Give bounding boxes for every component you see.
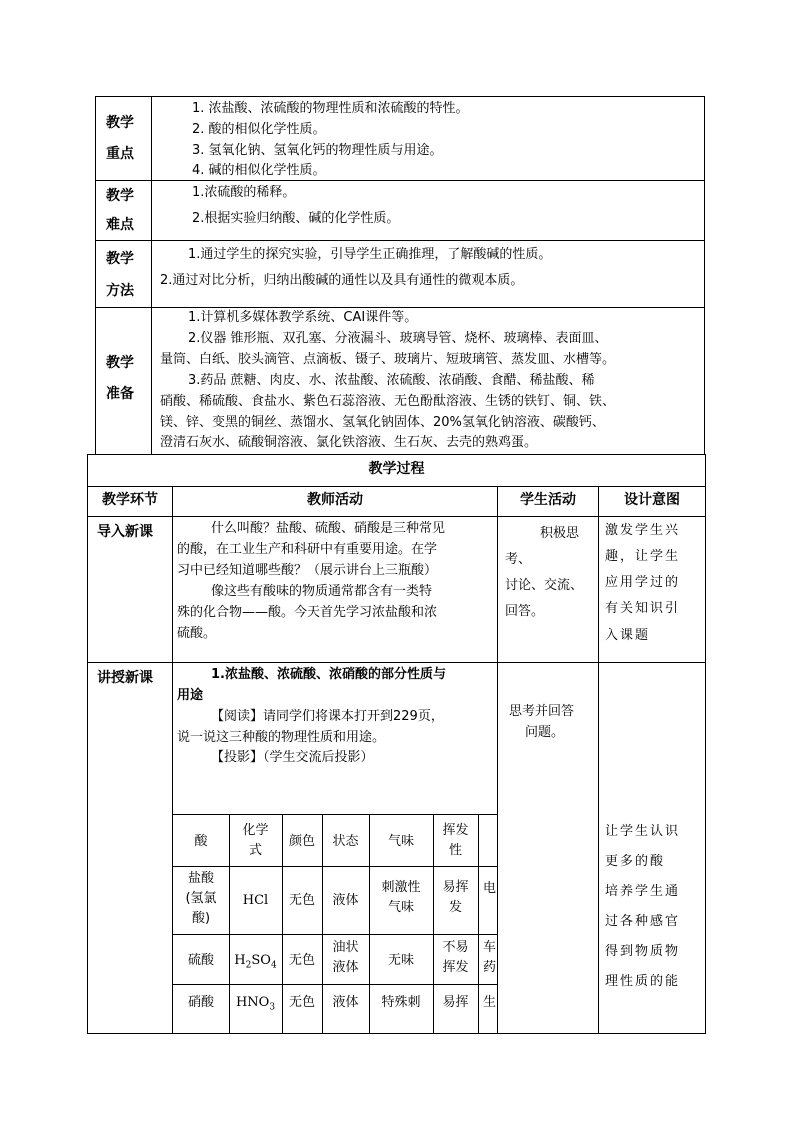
intro-teacher-line: 殊的化合物——酸。今天首先学习浓盐酸和浓	[177, 605, 438, 620]
acid-header-volatility-2: 性	[448, 843, 462, 858]
prep-line: 澄清石灰水、硫酸铜溶液、氯化铁溶液、生石灰、去壳的熟鸡蛋。	[160, 435, 538, 450]
acid-use: 电	[483, 881, 497, 896]
lecture-teacher-line: 【阅读】请同学们将课本打开到229页，	[211, 709, 444, 724]
key-point-line: 1. 浓盐酸、浓硫酸的物理性质和浓硫酸的特性。	[192, 101, 469, 116]
prep-line: 3.药品 蔗糖、肉皮、水、浓盐酸、浓硫酸、浓硝酸、食醋、稀盐酸、稀	[188, 373, 595, 388]
intro-intent-line: 入课题	[605, 628, 651, 643]
acid-formula: HCl	[242, 893, 269, 908]
acid-state: 油状	[332, 940, 359, 955]
acid-name: 酸)	[191, 911, 211, 926]
acid-formula: $H_2SO_4$	[234, 953, 277, 971]
acid-header-formula-2: 式	[248, 843, 262, 858]
acid-header-color: 颜色	[288, 834, 315, 849]
acid-volatility: 发	[448, 900, 462, 915]
intro-intent-line: 有关知识引	[605, 601, 681, 616]
prep-line: 1.计算机多媒体教学系统、CAI课件等。	[188, 310, 418, 325]
prep-line: 镁、锌、变黑的铜丝、蒸馏水、氢氧化钠固体、20%氢氧化钠溶液、碳酸钙、	[160, 415, 605, 430]
acid-name: (氢氯	[185, 891, 217, 906]
acid-header-acid: 酸	[194, 834, 208, 849]
intro-student-line: 回答。	[505, 604, 545, 619]
acid-header-odor: 气味	[387, 834, 414, 849]
prep-line: 量筒、白纸、胶头滴管、点滴板、镊子、玻璃片、短玻璃管、蒸发皿、水槽等。	[160, 352, 616, 367]
acid-name: 盐酸	[187, 871, 214, 886]
lecture-student-line: 问题。	[525, 725, 565, 740]
lecture-teacher-line: 说一说这三种酸的物理性质和用途。	[177, 730, 386, 745]
acid-header-state: 状态	[332, 834, 359, 849]
acid-odor: 特殊刺	[381, 995, 421, 1010]
row-label-difficulty-2: 难点	[106, 217, 134, 233]
intro-teacher-line: 什么叫酸？盐酸、硫酸、硝酸是三种常见	[211, 521, 446, 536]
prep-line: 硝酸、稀硫酸、食盐水、紫色石蕊溶液、无色酚酞溶液、生锈的铁钉、铜、铁、	[160, 394, 616, 409]
lecture-heading: 1.浓盐酸、浓硫酸、浓硝酸的部分性质与	[211, 667, 446, 682]
prep-line: 2.仪器 锥形瓶、双孔塞、分液漏斗、玻璃导管、烧杯、玻璃棒、表面皿、	[188, 331, 608, 346]
intro-intent-line: 应用学过的	[605, 575, 681, 590]
acid-volatility: 易挥	[442, 995, 469, 1010]
acid-color: 无色	[288, 953, 315, 968]
method-line: 2.通过对比分析，归纳出酸碱的通性以及具有通性的微观本质。	[160, 273, 524, 288]
acid-odor: 无味	[387, 953, 414, 968]
header-teacher: 教师活动	[307, 492, 363, 508]
intro-student-line: 讨论、交流、	[505, 578, 584, 593]
intro-student-line: 积极思	[540, 526, 580, 541]
acid-volatility: 挥发	[442, 960, 469, 975]
acid-use: 车	[483, 940, 497, 955]
row-label-method-1: 教学	[106, 251, 134, 267]
acid-odor: 气味	[387, 900, 414, 915]
row-label-prep-1: 教学	[106, 355, 134, 371]
acid-use: 药	[483, 960, 497, 975]
lecture-student-line: 思考并回答	[509, 704, 575, 719]
stage-lecture: 讲授新课	[97, 670, 153, 686]
row-label-difficulty-1: 教学	[106, 188, 134, 204]
intro-student-line: 考、	[505, 552, 532, 567]
row-label-method-2: 方法	[106, 283, 134, 299]
lecture-intent-line: 让学生认识	[605, 824, 681, 839]
intro-teacher-line: 的酸，在工业生产和科研中有重要用途。在学	[177, 542, 438, 557]
lecture-heading-cont: 用途	[177, 688, 204, 703]
key-point-line: 4. 碱的相似化学性质。	[192, 163, 326, 178]
acid-volatility: 不易	[442, 940, 469, 955]
acid-header-volatility-1: 挥发	[442, 823, 469, 838]
intro-intent-line: 激发学生兴	[605, 523, 681, 538]
intro-teacher-line: 硫酸。	[177, 626, 217, 641]
acid-name: 硝酸	[187, 995, 214, 1010]
acid-state: 液体	[332, 893, 359, 908]
acid-odor: 刺激性	[381, 880, 421, 895]
header-stage: 教学环节	[102, 492, 158, 508]
header-intent: 设计意图	[624, 492, 680, 508]
difficulty-line: 1.浓硫酸的稀释。	[192, 185, 296, 200]
header-student: 学生活动	[520, 492, 576, 508]
lecture-intent-line: 更多的酸	[605, 854, 666, 869]
difficulty-line: 2.根据实验归纳酸、碱的化学性质。	[192, 211, 400, 226]
key-point-line: 2. 酸的相似化学性质。	[192, 122, 326, 137]
key-point-line: 3. 氢氧化钠、氢氧化钙的物理性质与用途。	[192, 143, 443, 158]
acid-formula: $HNO_3$	[235, 995, 276, 1013]
process-title: 教学过程	[368, 461, 425, 477]
intro-intent-line: 趣，让学生	[605, 549, 681, 564]
acid-use: 生	[483, 995, 497, 1010]
acid-name: 硫酸	[187, 953, 214, 968]
intro-teacher-line: 像这些有酸味的物质通常都含有一类特	[211, 584, 433, 599]
lecture-teacher-line: 【投影】（学生交流后投影）	[211, 750, 374, 765]
row-label-key-points-1: 教学	[106, 115, 134, 131]
lecture-intent-line: 得到物质物	[605, 944, 681, 959]
lecture-intent-line: 培养学生通	[605, 884, 681, 899]
acid-volatility: 易挥	[442, 880, 469, 895]
row-label-key-points-2: 重点	[106, 146, 134, 162]
acid-state: 液体	[332, 995, 359, 1010]
stage-intro: 导入新课	[97, 524, 153, 540]
acid-color: 无色	[288, 893, 315, 908]
acid-color: 无色	[288, 995, 315, 1010]
method-line: 1.通过学生的探究实验，引导学生正确推理，了解酸碱的性质。	[188, 247, 552, 262]
acid-state: 液体	[332, 960, 359, 975]
intro-teacher-line: 习中已经知道哪些酸？（展示讲台上三瓶酸）	[177, 563, 438, 578]
row-label-prep-2: 准备	[106, 386, 134, 402]
lecture-intent-line: 过各种感官	[605, 914, 681, 929]
acid-header-formula-1: 化学	[242, 823, 269, 838]
lecture-intent-line: 理性质的能	[605, 974, 681, 989]
